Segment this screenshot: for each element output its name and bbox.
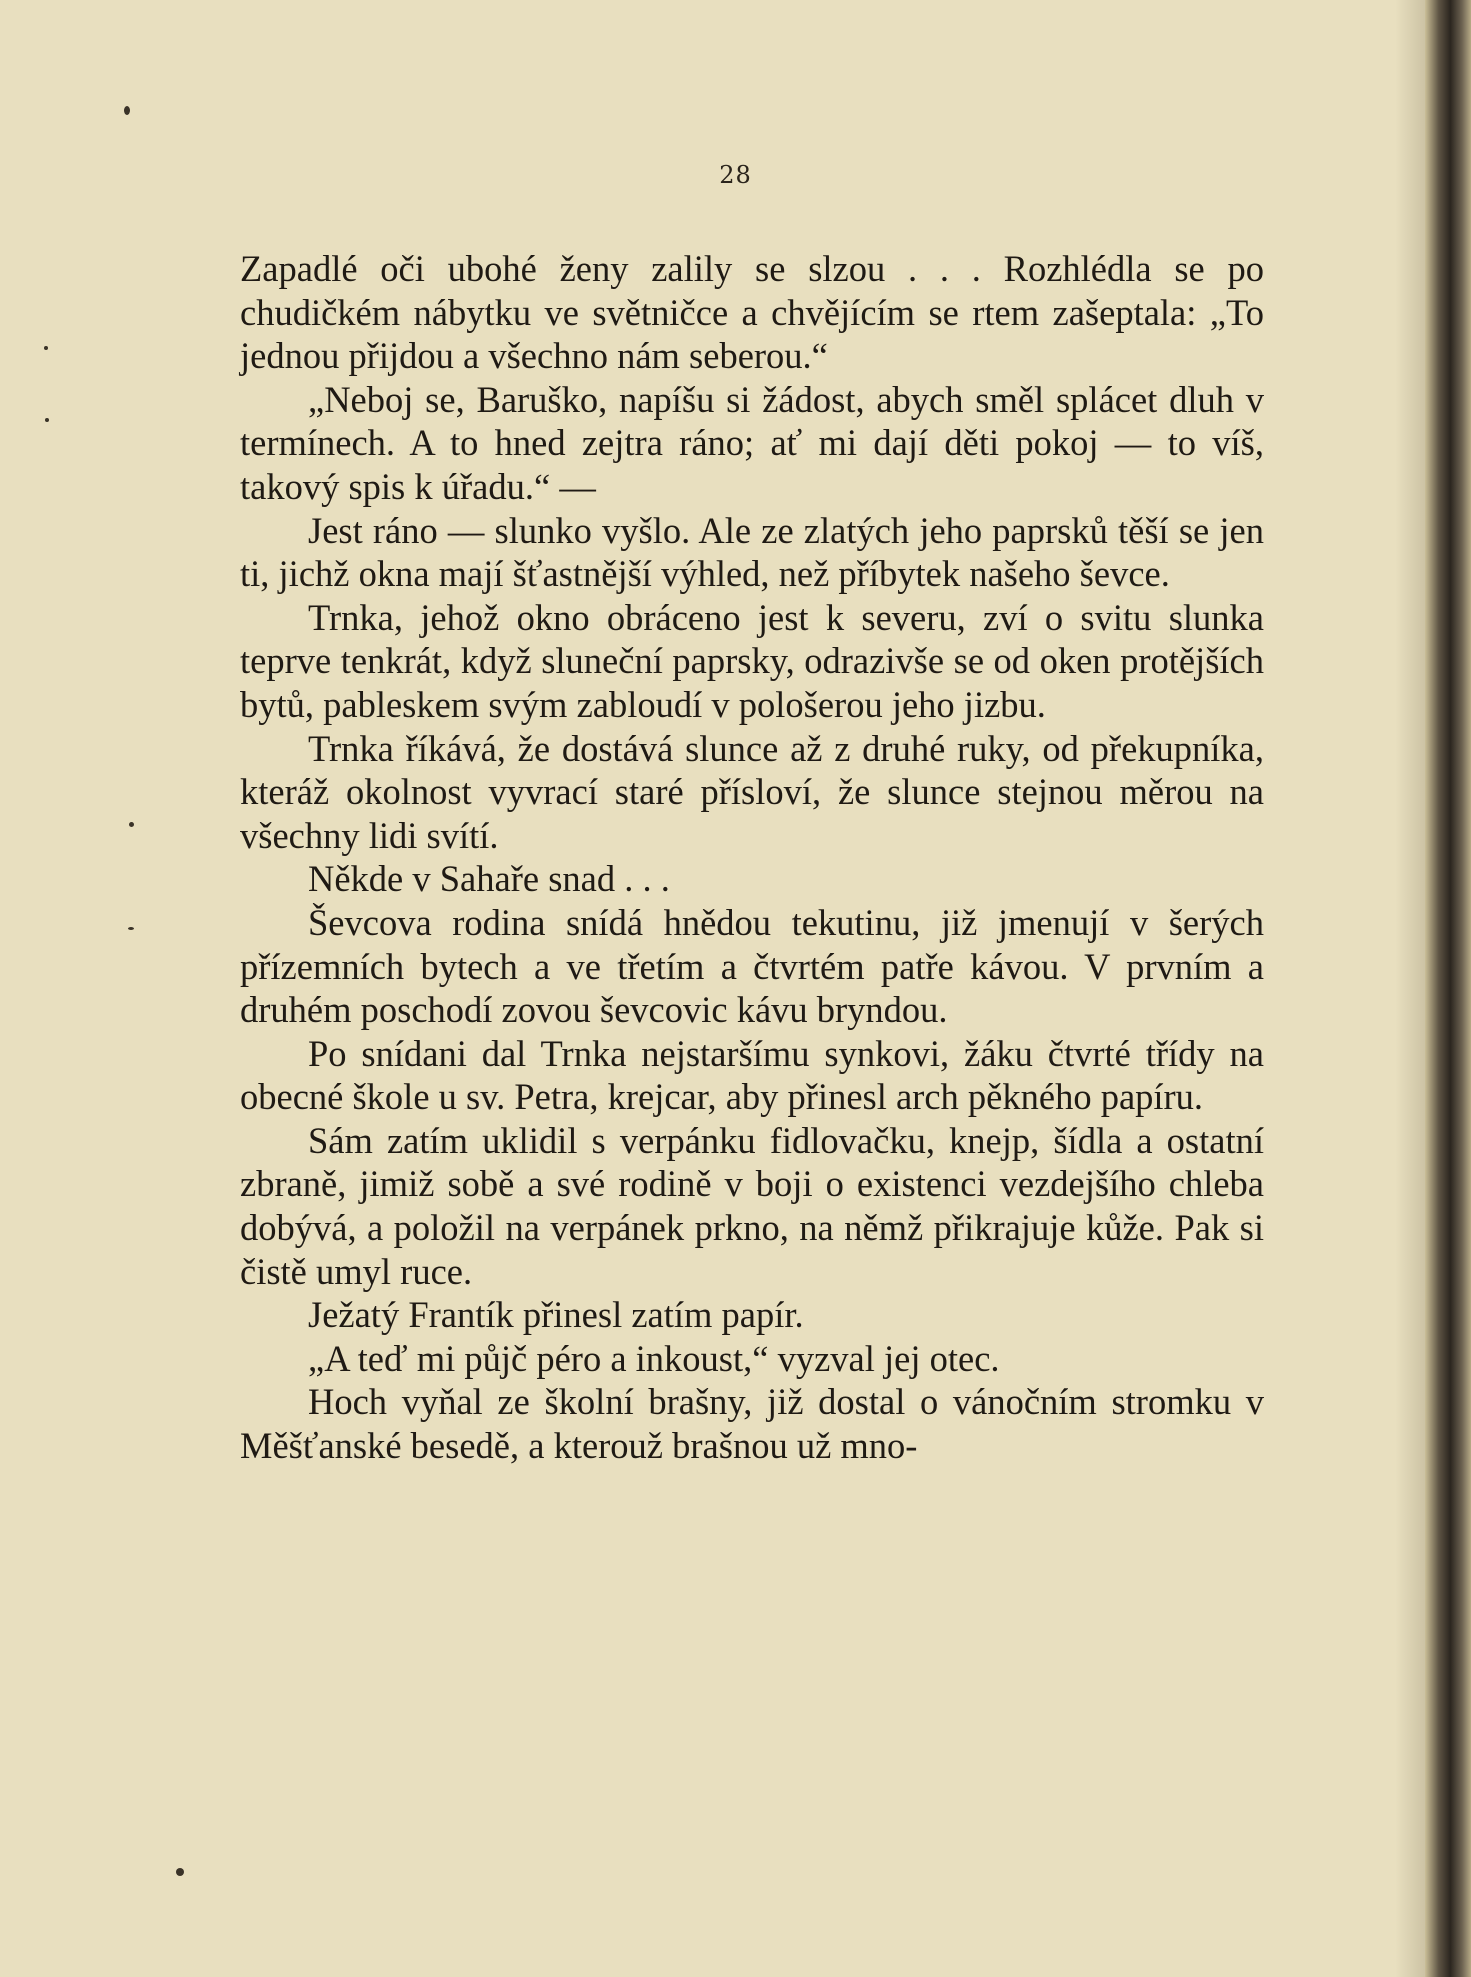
paragraph: Někde v Sahaře snad . . . (308, 858, 670, 900)
paragraph: Trnka říkává, že dostává slunce až z druhé ruky, od překupníka, kteráž okolnost vyvrací staré přísloví, že slunce stejnou měrou na všechny lidi svítí. (240, 727, 1264, 856)
paragraph: Po snídani dal Trnka nejstaršímu synkovi, žáku čtvrté třídy na obecné škole u sv. Petra, krejcar, aby přinesl arch pěkného papíru. (240, 1032, 1264, 1118)
margin-speck (176, 1868, 184, 1876)
paragraph: Hoch vyňal ze školní brašny, již dostal o vánočním stromku v Měšťanské besedě, a kterouž brašnou už mno- (240, 1381, 1264, 1467)
body-text (240, 247, 1264, 1468)
paragraph: „Neboj se, Baruško, napíšu si žádost, abych směl splácet dluh v termínech. A to hned zejtra ráno; ať mi dají děti pokoj — to víš, takový spis k úřadu.“ — (240, 378, 1264, 507)
paragraph: Sám zatím uklidil s verpánku fidlovačku, knejp, šídla a ostatní zbraně, jimiž sobě a své rodině v boji o existenci vezdejšího chleba dobývá, a položil na verpánek prkno, na němž přikrajuje kůže. Pak si čistě umyl ruce. (240, 1119, 1264, 1292)
margin-speck (128, 927, 134, 930)
page-number: 28 (719, 161, 752, 189)
binding-shadow (1395, 0, 1425, 1977)
paragraph: „A teď mi půjč péro a inkoust,“ vyzval jej otec. (308, 1337, 1000, 1379)
paragraph: Zapadlé oči ubohé ženy zalily se slzou . . . Rozhlédla se po chudičkém nábytku ve světničce a chvějícím se rtem zašeptala: „To jednou přijdou a všechno nám seberou.“ (240, 248, 1264, 377)
paragraph: Trnka, jehož okno obráceno jest k severu, zví o svitu slunka teprve tenkrát, když sluneční paprsky, odrazivše se od oken protějších bytů, pableskem svým zabloudí v pološerou jeho jizbu. (240, 596, 1264, 725)
paragraph: Ježatý Frantík přinesl zatím papír. (308, 1294, 804, 1336)
paragraph: Jest ráno — slunko vyšlo. Ale ze zlatých jeho paprsků těší se jen ti, jichž okna mají šťastnější výhled, než příbytek našeho ševce. (240, 509, 1264, 595)
margin-speck (124, 106, 130, 115)
paragraph: Ševcova rodina snídá hnědou tekutinu, již jmenují v šerých přízemních bytech a ve třetím a čtvrtém patře kávou. V prvním a druhém poschodí zovou ševcovic kávu bryndou. (240, 901, 1264, 1031)
book-spine (1425, 0, 1471, 1977)
margin-speck (129, 822, 134, 827)
margin-speck (45, 418, 49, 422)
margin-speck (44, 346, 48, 350)
